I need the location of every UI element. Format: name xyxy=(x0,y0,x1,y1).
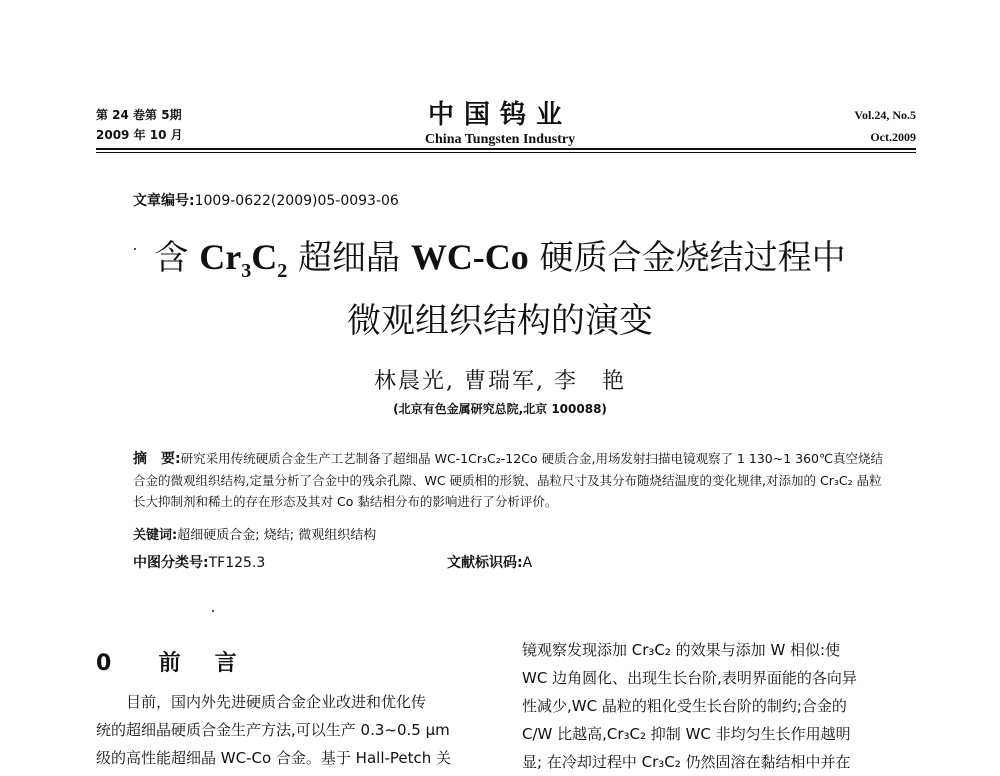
formula-sub-3: 3 xyxy=(241,260,252,283)
section-heading xyxy=(96,646,243,677)
body-line: C/W 比越高,Cr₃C₂ 抑制 WC 非均匀生长作用越明 xyxy=(522,725,851,743)
section-title: 前 言 xyxy=(158,651,243,676)
article-number-label: 文章编号: xyxy=(133,193,195,209)
abstract-label: 摘 要: xyxy=(133,451,181,467)
formula-cr: Cr xyxy=(199,237,242,277)
title-formula-cr3c2 xyxy=(199,237,288,283)
date-en: Oct.2009 xyxy=(870,130,916,144)
right-column xyxy=(522,636,922,776)
formula-sub-2: 2 xyxy=(277,260,288,283)
body-line: 性减少,WC 晶粒的粗化受生长台阶的制约;合金的 xyxy=(522,697,847,715)
section-number: 0 xyxy=(96,651,118,676)
title-line-1 xyxy=(0,232,1000,296)
formula-c: C xyxy=(251,237,278,277)
volume-issue-en: Vol.24, No.5 xyxy=(854,108,916,122)
title-prefix: 含 xyxy=(154,238,200,278)
document-code xyxy=(447,552,532,572)
article-number-value: 1009-0622(2009)05-0093-06 xyxy=(194,193,399,209)
header-rule-thick xyxy=(96,148,916,150)
document-code-value: A xyxy=(522,555,533,571)
classification-label: 中图分类号: xyxy=(133,555,209,571)
title-suffix: 硬质合金烧结过程中 xyxy=(528,238,846,278)
document-code-label: 文献标识码: xyxy=(447,555,523,571)
journal-title-cn: 中国钨业 xyxy=(427,100,572,130)
affiliation: (北京有色金属研究总院,北京 100088) xyxy=(393,402,607,416)
header-rule-thin xyxy=(96,152,916,153)
keywords-label: 关键词: xyxy=(133,528,178,543)
journal-masthead xyxy=(0,100,1000,148)
article-number xyxy=(133,190,399,210)
body-line: 目前，国内外先进硬质合金企业改进和优化传 xyxy=(126,693,427,711)
abstract-text: 研究采用传统硬质合金生产工艺制备了超细晶 WC-1Cr₃C₂-12Co 硬质合金,用场发射扫描电镜观察了 1 130~1 360℃真空烧结合金的微观组织结构,定量分析了合金中的残余孔隙、WC 硬质相的形貌、晶粒尺寸及其分布随烧结温度的变化规律,对添加的 Cr₃C₂ 晶粒长大抑制剂和稀土的存在形态及其对 Co 黏结相分布的影响进行了分析评价。 xyxy=(133,451,884,509)
body-line: 统的超细晶硬质合金生产方法,可以生产 0.3~0.5 μm xyxy=(96,721,450,739)
header-right xyxy=(854,107,916,145)
volume-issue-cn: 第 24 卷第 5期 xyxy=(96,108,182,122)
title-formula-wcco: WC-Co xyxy=(410,237,529,277)
authors: 林晨光, 曹瑞军, 李 艳 xyxy=(374,369,626,394)
abstract xyxy=(133,448,893,512)
body-line: 级的高性能超细晶 WC-Co 合金。基于 Hall-Petch 关 xyxy=(96,749,452,767)
classification-number xyxy=(133,552,265,572)
journal-title-en: China Tungsten Industry xyxy=(424,132,576,147)
title-mid: 超细晶 xyxy=(287,238,411,278)
keywords xyxy=(133,524,376,543)
paper-title xyxy=(0,232,1000,346)
date-cn: 2009 年 10 月 xyxy=(96,128,183,142)
classification-value: TF125.3 xyxy=(208,555,266,571)
body-line: WC 边角圆化、出现生长台阶,表明界面能的各向异 xyxy=(522,669,857,687)
body-line: 镜观察发现添加 Cr₃C₂ 的效果与添加 W 相似:使 xyxy=(522,641,841,659)
speck xyxy=(212,610,214,612)
keywords-value: 超细硬质合金; 烧结; 微观组织结构 xyxy=(177,528,377,543)
body-line: 显; 在冷却过程中 Cr₃C₂ 仍然固溶在黏结相中并在 xyxy=(522,753,851,771)
left-column xyxy=(96,688,496,772)
title-line-2: 微观组织结构的演变 xyxy=(347,301,653,342)
